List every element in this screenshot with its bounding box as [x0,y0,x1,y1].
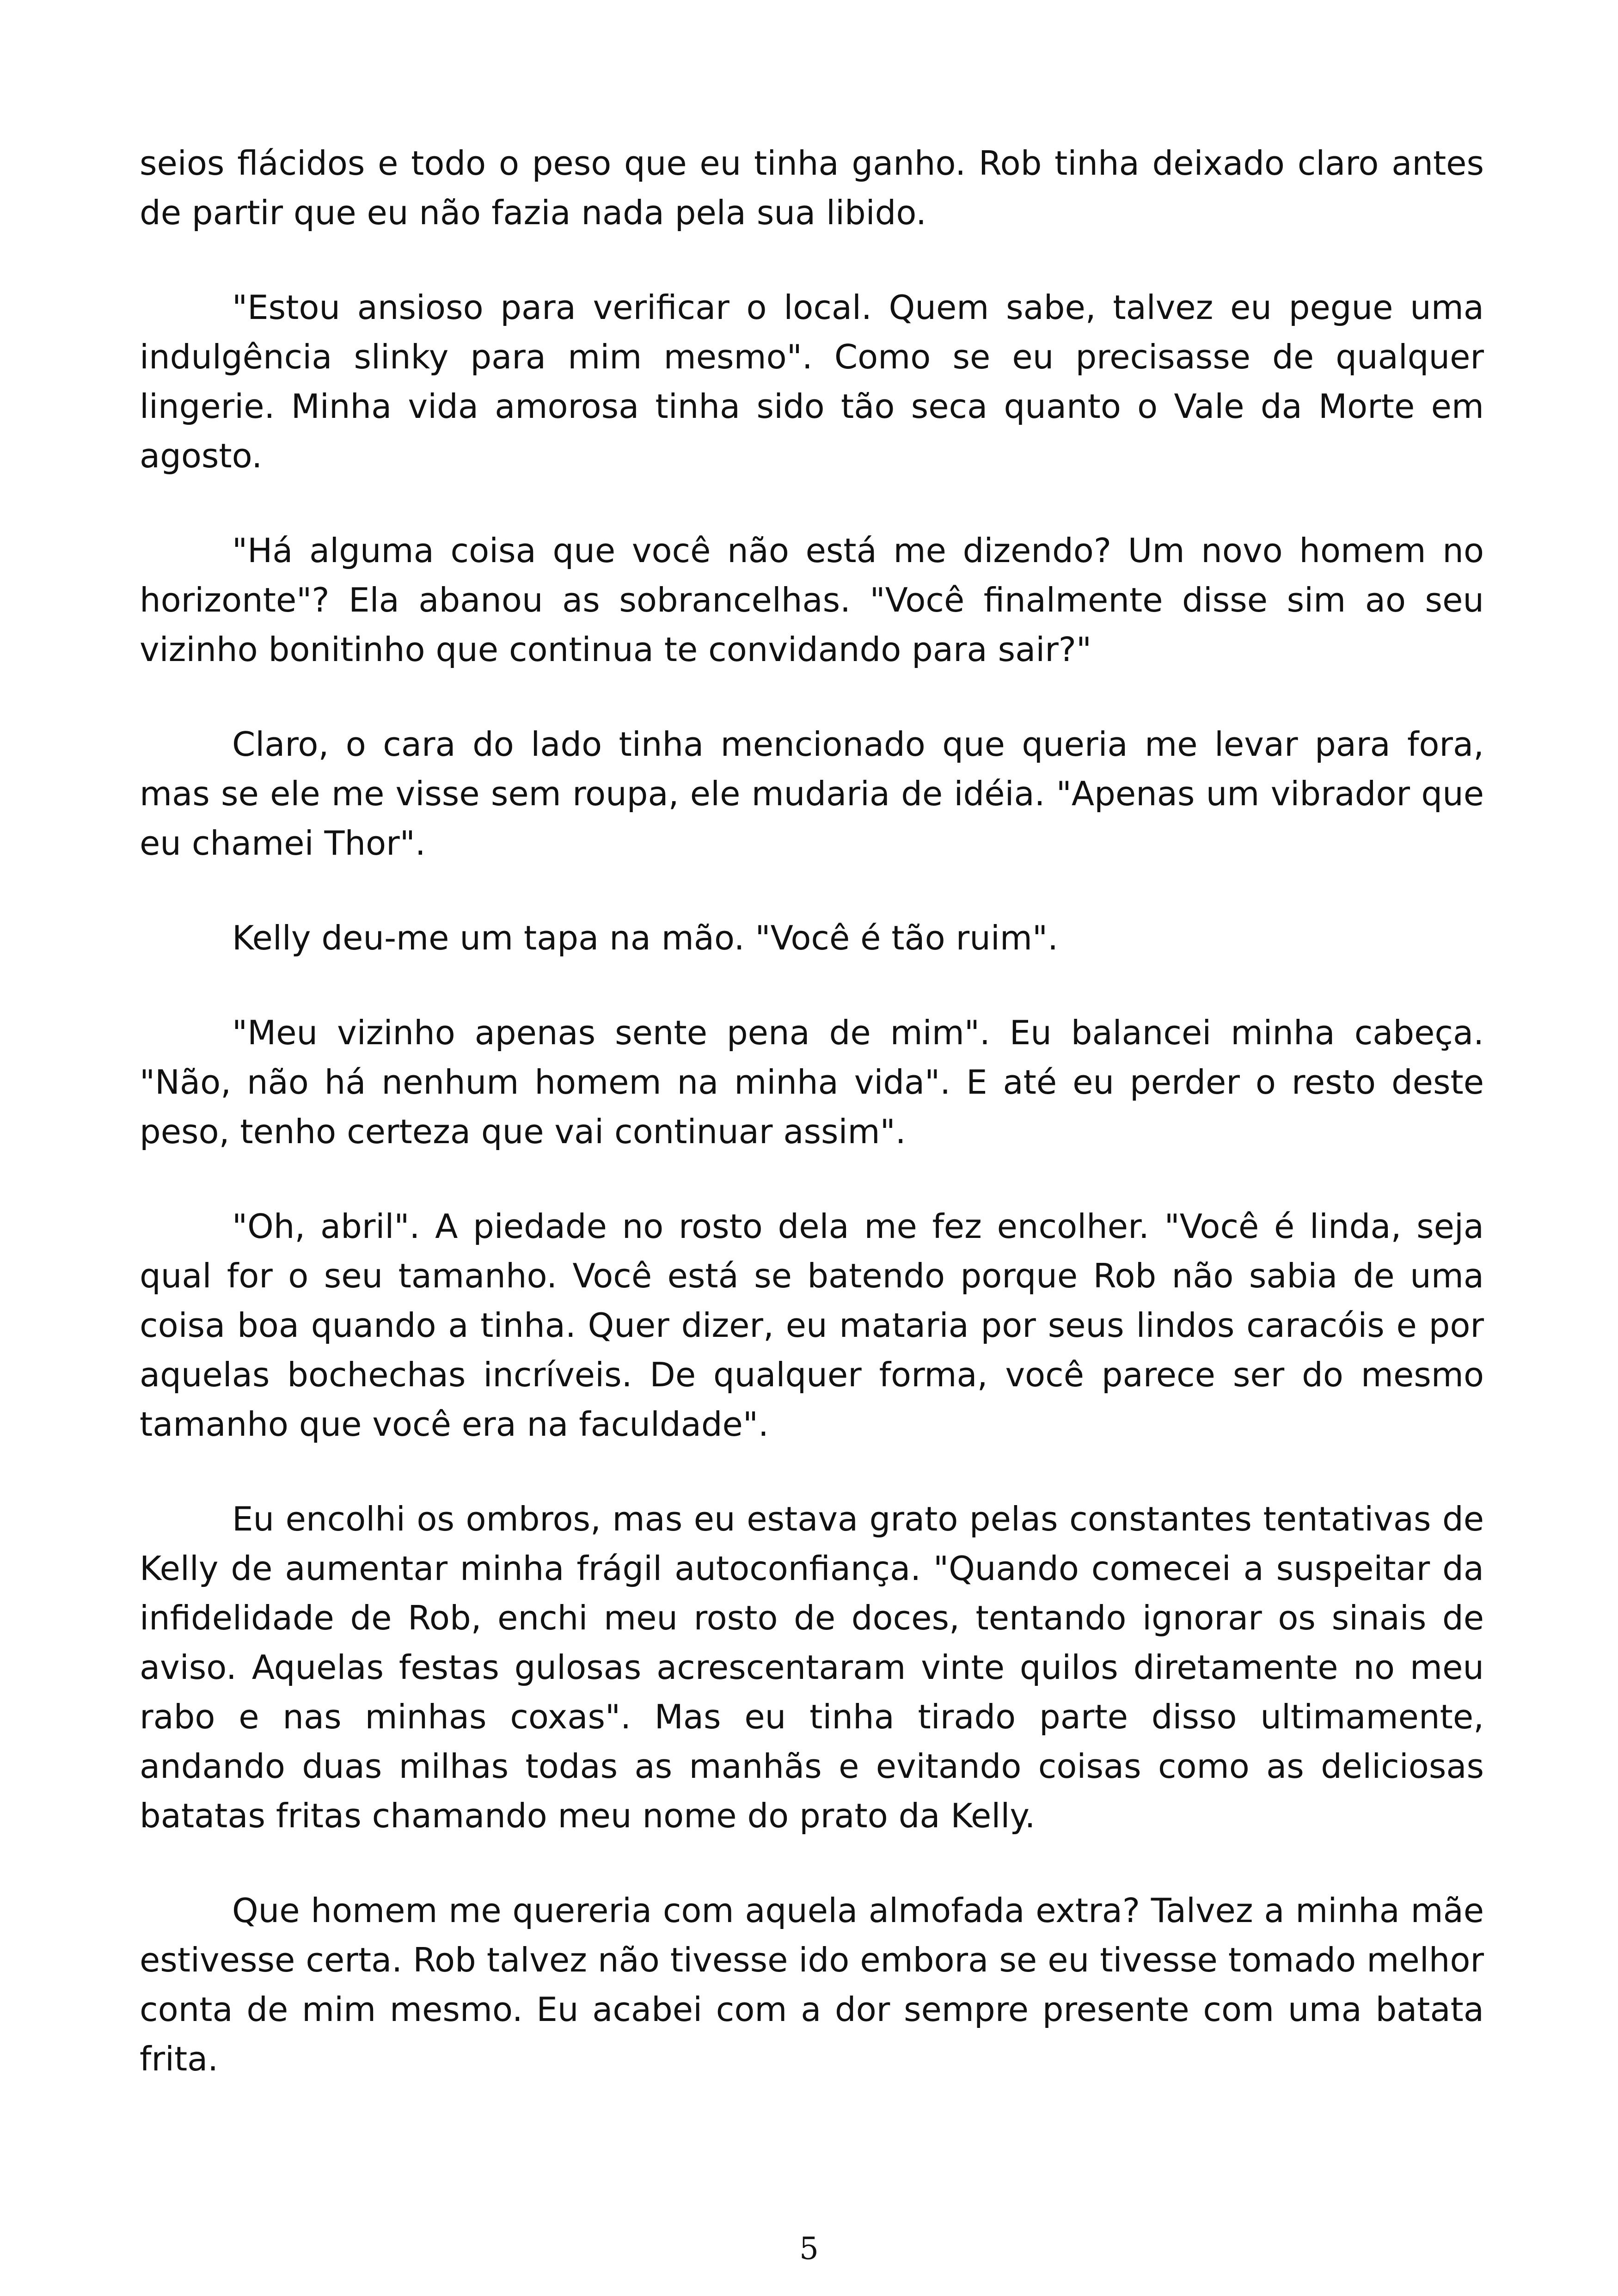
paragraph: Eu encolhi os ombros, mas eu estava grato pelas constantes tentativas de Kelly de aumentar minha frágil autoconfiança. "Quando comecei a suspeitar da infidelidade de Rob, enchi meu rosto de doces, tentando ignorar os sinais de aviso. Aquelas festas gulosas acrescentaram vinte quilos diretamente no meu rabo e nas minhas coxas". Mas eu tinha tirado parte disso ultimamente, andando duas milhas todas as manhãs e evitando coisas como as deliciosas batatas fritas chamando meu nome do prato da Kelly. [140,1500,1484,1835]
paragraph: "Meu vizinho apenas sente pena de mim". Eu balancei minha cabeça. "Não, não há nenhum homem na minha vida". E até eu perder o resto deste peso, tenho certeza que vai continuar assim". [140,1013,1484,1151]
paragraph: Que homem me quereria com aquela almofada extra? Talvez a minha mãe estivesse certa. Rob talvez não tivesse ido embora se eu tivesse tomado melhor conta de mim mesmo. Eu acabei com a dor sempre presente com uma batata frita. [140,1891,1484,2078]
page-number: 5 [799,2231,819,2266]
paragraph: "Oh, abril". A piedade no rosto dela me fez encolher. "Você é linda, seja qual for o seu tamanho. Você está se batendo porque Rob não sabia de uma coisa boa quando a tinha. Quer dizer, eu mataria por seus lindos caracóis e por aquelas bochechas incríveis. De qualquer forma, você parece ser do mesmo tamanho que você era na faculdade". [140,1207,1484,1444]
paragraph: seios flácidos e todo o peso que eu tinha ganho. Rob tinha deixado claro antes de partir que eu não fazia nada pela sua libido. [140,144,1484,232]
paragraph: Kelly deu-me um tapa na mão. "Você é tão ruim". [232,918,1058,957]
paragraph: "Há alguma coisa que você não está me dizendo? Um novo homem no horizonte"? Ela abanou as sobrancelhas. "Você finalmente disse sim ao seu vizinho bonitinho que continua te convidando para sair?" [140,531,1484,669]
paragraph: Claro, o cara do lado tinha mencionado que queria me levar para fora, mas se ele me visse sem roupa, ele mudaria de idéia. "Apenas um vibrador que eu chamei Thor". [140,725,1484,863]
body-text [140,139,1484,2129]
paragraph: "Estou ansioso para verificar o local. Quem sabe, talvez eu pegue uma indulgência slinky para mim mesmo". Como se eu precisasse de qualquer lingerie. Minha vida amorosa tinha sido tão seca quanto o Vale da Morte em agosto. [140,288,1484,475]
